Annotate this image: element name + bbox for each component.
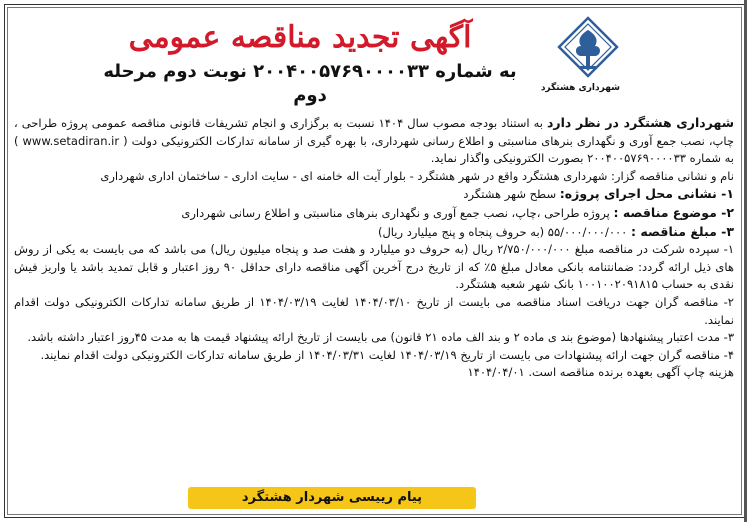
intro-paragraph [14, 114, 734, 168]
tree-logo-icon [557, 16, 619, 82]
condition-documents: ۲- مناقصه گران جهت دریافت اسناد مناقصه می بایست از تاریخ ۱۴۰۴/۰۳/۱۰ لغایت ۱۴۰۴/۰۳/۱۹ از طریق سامانه تدارکات الکترونیکی دولت اقدام نمایند. [14, 294, 734, 327]
address-line: نام و نشانی مناقصه گزار: شهرداری هشتگرد واقع در شهر هشتگرد - بلوار آیت اله خامنه ای - سایت اداری - ساختمان اداری شهرداری [100, 168, 734, 183]
project-location [14, 185, 734, 204]
tender-amount [14, 223, 734, 242]
municipality-logo [540, 16, 620, 106]
intro-text-1: به استناد بودجه مصوب سال ۱۴۰۴ نسبت به برگزاری و انجام تشریفات قانونی مناقصه عمومی پروژه طراحی ، چاپ، نصب جمع آوری و نگهداری بنرهای مناسبتی و اطلاع رسانی شهرداری، با بهره گیری از سامانه تدارکات الکترونیکی دولت ( [14, 116, 734, 148]
subject-value: پروژه طراحی ،چاپ، نصب جمع آوری و نگهداری بنرهای مناسبتی و اطلاع رسانی شهرداری [181, 205, 614, 220]
notice-body [14, 114, 734, 382]
subject-label: ۲- موضوع مناقصه : [613, 204, 734, 220]
amount-label: ۳- مبلغ مناقصه : [631, 223, 734, 239]
edge-mark [744, 0, 747, 522]
advert-fee-note: هزینه چاپ آگهی بعهده برنده مناقصه است. ۱۴۰۴/۰۴/۰۱ [467, 365, 734, 380]
setad-link[interactable]: www.setadiran.ir [22, 133, 120, 148]
amount-value: ۵۵/۰۰۰/۰۰۰/۰۰۰ (به حروف پنجاه و پنج میلیارد ریال) [377, 224, 632, 239]
mayor-banner: پیام رییسی شهردار هشتگرد [188, 487, 476, 509]
intro-text-2: ) به شماره ۲۰۰۴۰۰۵۷۶۹۰۰۰۰۳۳ بصورت الکترونیکی واگذار نماید. [14, 133, 734, 166]
condition-submission: ۴- مناقصه گران جهت ارائه پیشنهادات می بایست از تاریخ ۱۴۰۴/۰۳/۱۹ لغایت ۱۴۰۴/۰۳/۳۱ از طریق سامانه تدارکات الکترونیکی دولت اقدام نمایند. [40, 347, 734, 362]
condition-validity: ۳- مدت اعتبار پیشنهادها (موضوع بند ی ماده ۲ و بند الف ماده ۲۱ قانون) می بایست از تاریخ ارائه پیشنهاد قیمت ها به مدت ۴۵روز اعتبار داشته باشد. [27, 330, 734, 345]
tender-number: به شماره ۲۰۰۴۰۰۵۷۶۹۰۰۰۰۳۳ نوبت دوم مرحله دوم [103, 61, 517, 106]
tender-subject [14, 204, 734, 223]
notice-title: آگهی تجدید مناقصه عمومی [128, 20, 472, 55]
logo-caption: شهرداری هشتگرد [540, 83, 620, 93]
location-label: ۱- نشانی محل اجرای پروژه: [559, 186, 734, 202]
org-name: شهرداری هشتگرد در نظر دارد [547, 115, 734, 130]
condition-deposit: ۱- سپرده شرکت در مناقصه مبلغ ۲/۷۵۰/۰۰۰/۰۰۰ ریال (به حروف دو میلیارد و هفت صد و پنجاه میلیون ریال) می باشد که می بایست به یکی از روش های ذیل ارائه گردد: ضمانتنامه بانکی معادل مبلغ ۵٪ که از تاریخ درج آخرین آگهی مناقصه دارای حداقل ۹۰ روز اعتبار و قابل تمدید باشد یا واریز فیش نقدی به حساب ۱۰۰۱۰۰۲۰۹۱۸۱۵ بانک شهر شعبه هشتگرد. [14, 242, 734, 292]
location-value: سطح شهر هشتگرد [463, 187, 560, 202]
